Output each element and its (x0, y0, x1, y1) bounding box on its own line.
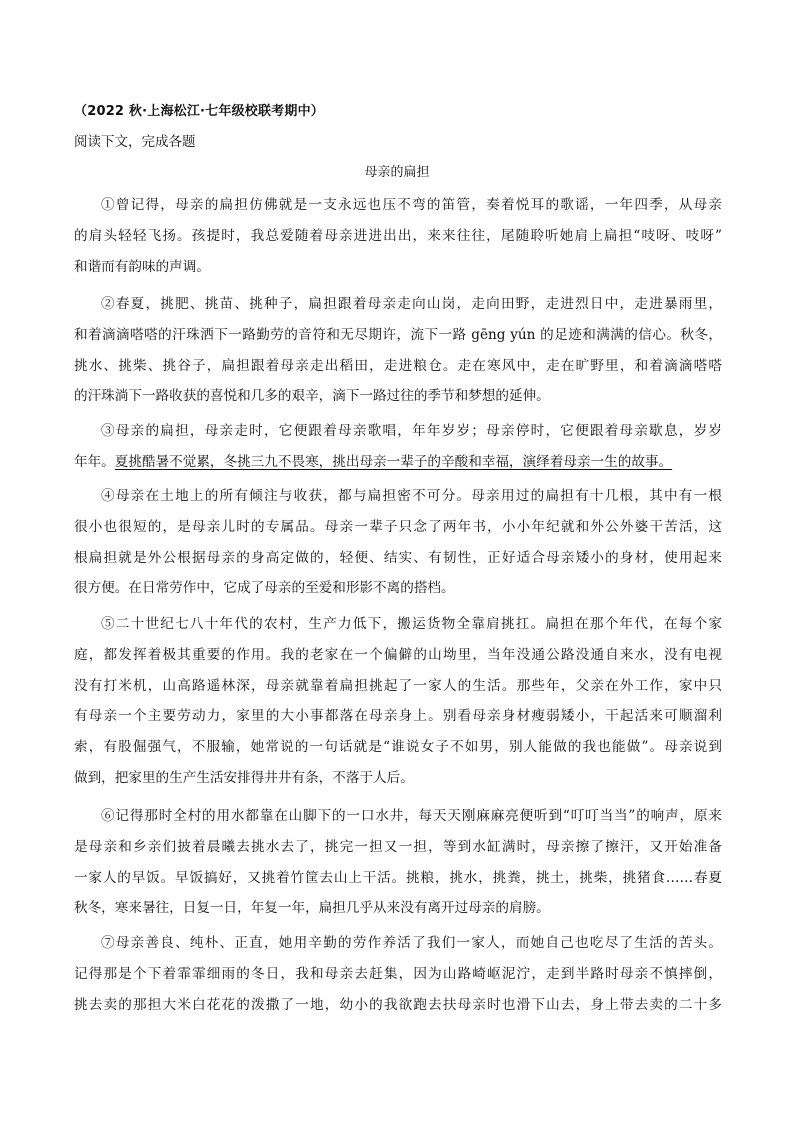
paragraph-6 (74, 801, 722, 924)
paragraph-5 (74, 609, 722, 794)
paragraph-line: 和谐而有韵味的声调。 (74, 258, 210, 275)
paragraph-text: 年年。 (74, 453, 115, 470)
paragraph-line: 和着滴滴嗒嗒的汗珠洒下一路勤劳的音符和无尽期许，流下一路 gēng yún 的足迹和满满的信心。秋冬， (74, 326, 722, 343)
underlined-sentence: 夏挑酷暑不觉累，冬挑三九不畏寒，挑出母亲一辈子的辛酸和幸福，演绎着母亲一生的故事。 (114, 453, 673, 470)
paragraph-line: 挑去卖的那担大米白花花的泼撒了一地，幼小的我欲跑去扶母亲时也滑下山去，身上带去卖的二十多 (74, 996, 722, 1013)
paragraph-line: 很小也很短的，是母亲儿时的专属品。母亲一辈子只念了两年书，小小年纪就和外公外婆干苦活，这 (74, 518, 722, 535)
paragraph-line: ③母亲的扁担，母亲走时，它便跟着母亲歌唱，年年岁岁；母亲停时，它便跟着母亲歇息，岁岁 (101, 423, 722, 439)
paragraph-7 (74, 928, 722, 1020)
paragraph-line: 有母亲一个主要劳动力，家里的大小事都落在母亲身上。别看母亲身材瘦弱矮小，干起活来可顺溜利 (74, 708, 722, 725)
paragraph-line: 庭，都发挥着极其重要的作用。我的老家在一个偏僻的山坳里，当年没通公路没通自来水，没有电视 (74, 646, 722, 663)
article-title: 母亲的扁担 (364, 165, 430, 180)
paragraph-line: 挑水、挑柴、挑谷子，扁担跟着母亲走出稻田，走进粮仓。走在寒风中，走在旷野里，和着滴滴嗒嗒 (74, 357, 722, 374)
paragraph-line: ②春夏，挑肥、挑苗、挑种子，扁担跟着母亲走向山岗，走向田野，走进烈日中，走进暴雨里， (101, 296, 722, 312)
paragraph-line: 索，有股倔强气，不服输，她常说的一句话就是“谁说女子不如男，别人能做的我也能做”。母亲说到 (74, 739, 722, 756)
question-source: （2022 秋·上海松江·七年级校联考期中） (74, 104, 324, 119)
paragraph-line: 根扁担就是外公根据母亲的身高定做的，轻便、结实、有韧性，正好适合母亲矮小的身材，使用起来 (74, 549, 722, 566)
paragraph-2 (74, 289, 722, 412)
paragraph-line: ⑥记得那时全村的用水都靠在山脚下的一口水井，每天天刚麻麻亮便听到“叮叮当当”的响声，原来 (101, 808, 722, 824)
paragraph-line: 很方便。在日常劳作中，它成了母亲的至爱和形影不离的搭档。 (74, 580, 455, 597)
paragraph-line: 做到，把家里的生产生活安排得井井有条，不落于人后。 (74, 769, 414, 786)
paragraph-line (74, 447, 722, 478)
paragraph-1 (74, 190, 722, 282)
paragraph-line: 的肩头轻轻飞扬。孩提时，我总爱随着母亲进进出出，来来往往，尾随聆听她肩上扁担“吱呀、吱呀” (74, 227, 722, 244)
paragraph-line: ⑤二十世纪七八十年代的农村，生产力低下，搬运货物全靠肩挑扛。扁担在那个年代，在每个家 (101, 616, 722, 632)
paragraph-line: 记得那是个下着霏霏细雨的冬日，我和母亲去赶集，因为山路崎岖泥泞，走到半路时母亲不慎摔倒， (74, 965, 722, 982)
paragraph-4 (74, 481, 722, 604)
paragraph-line: ①曾记得，母亲的扁担仿佛就是一支永远也压不弯的笛管，奏着悦耳的歌谣，一年四季，从母亲 (101, 197, 722, 213)
paragraph-line: 没有打米机，山高路遥林深，母亲就靠着扁担挑起了一家人的生活。那些年，父亲在外工作，家中只 (74, 677, 722, 694)
paragraph-line: 秋冬，寒来暑往，日复一日，年复一年，扁担几乎从来没有离开过母亲的肩膀。 (74, 900, 550, 917)
paragraph-line: 是母亲和乡亲们披着晨曦去挑水去了，挑完一担又一担，等到水缸满时，母亲擦了擦汗，又开始准备 (74, 838, 722, 855)
paragraph-line: ④母亲在土地上的所有倾注与收获，都与扁担密不可分。母亲用过的扁担有十几根，其中有一根 (101, 488, 722, 504)
question-instruction: 阅读下文，完成各题 (74, 134, 196, 150)
paragraph-line: 一家人的早饭。早饭搞好，又挑着竹筐去山上干活。挑粮，挑水，挑粪，挑土，挑柴，挑猪食……春夏 (74, 869, 722, 886)
paragraph-line: ⑦母亲善良、纯朴、正直，她用辛勤的劳作养活了我们一家人，而她自己也吃尽了生活的苦头。 (101, 935, 722, 951)
paragraph-3 (74, 416, 722, 478)
paragraph-line: 的汗珠淌下一路收获的喜悦和几多的艰辛，滴下一路过往的季节和梦想的延伸。 (74, 388, 550, 405)
